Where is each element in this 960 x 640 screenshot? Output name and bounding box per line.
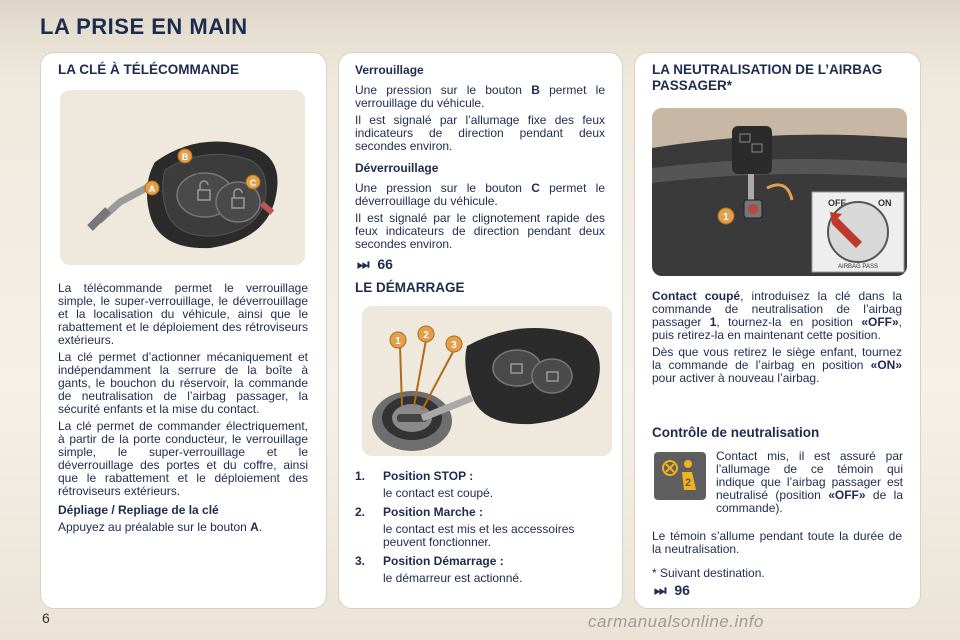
- ignition-label-2: 2: [423, 330, 429, 341]
- list-item: 1. Position STOP : le contact est coupé.: [355, 469, 494, 500]
- remote-key-paragraph: La clé permet de commander électriquement, à partir de la porte conducteur, le verrouillage simple, le super-verrouillage et le déverrouillage des portes et du coffre, ainsi que le rabattement et le déploiement des rétroviseurs extérieurs.: [58, 419, 308, 498]
- switch-off-label: OFF: [828, 198, 846, 208]
- list-item: 2. Position Marche : le contact est mis et les accessoires peuvent fonctionner.: [355, 505, 575, 549]
- unlock-heading: Déverrouillage: [355, 161, 439, 175]
- fold-heading: Dépliage / Repliage de la clé: [58, 503, 219, 517]
- lock-section: [355, 64, 605, 255]
- watermark: carmanualsonline.info: [588, 612, 764, 631]
- lock-heading: Verrouillage: [355, 63, 424, 77]
- remote-key-paragraph: La télécommande permet le verrouillage simple, le super-verrouillage, le déverrouillage et la localisation du véhicule, ainsi que le rabattement et le déploiement des rétroviseurs extérieurs.: [58, 281, 308, 347]
- control-text: Contact mis, il est assuré par l’allumage de ce témoin qui indique que l’airbag passager est neutralisé (position «OFF» de la commande).: [716, 449, 904, 515]
- airbag-marker-1: 1: [723, 212, 729, 223]
- remote-key-text: [58, 282, 308, 538]
- page-reference-66[interactable]: ⏭ 66: [357, 256, 393, 272]
- airbag-pass-label: AIRBAG PASS: [838, 264, 878, 270]
- svg-text:2: 2: [684, 477, 692, 489]
- fast-forward-icon: ⏭: [654, 582, 667, 598]
- page-reference-96[interactable]: ⏭ 96: [654, 582, 690, 598]
- page-number: 6: [42, 610, 50, 626]
- lock-paragraph: Il est signalé par l’allumage fixe des feux indicateurs de direction pendant deux secondes environ.: [355, 113, 605, 153]
- ignition-drawing: [362, 306, 612, 456]
- ignition-label-3: 3: [451, 340, 457, 351]
- ignition-label-1: 1: [395, 336, 401, 347]
- airbag-switch-illustration: [652, 108, 907, 276]
- remote-key-heading: LA CLÉ À TÉLÉCOMMANDE: [58, 62, 239, 77]
- airbag-paragraph: Contact coupé, introduisez la clé dans la commande de neutralisation de l’airbag passager 1, tournez-la en position «OFF», puis retirez-la en maintenant cette position.: [652, 289, 903, 342]
- ignition-positions-list: [355, 470, 615, 591]
- ignition-illustration: [362, 306, 612, 456]
- page-title: LA PRISE EN MAIN: [40, 14, 248, 39]
- unlock-paragraph: Il est signalé par le clignotement rapide des feux indicateurs de direction pendant deux secondes environ.: [355, 211, 605, 251]
- remote-key-illustration: [60, 90, 305, 265]
- key-label-a: A: [148, 184, 156, 194]
- key-label-c: C: [249, 178, 257, 188]
- fast-forward-icon: ⏭: [357, 256, 370, 272]
- airbag-switch-drawing: [652, 108, 907, 276]
- key-label-b: B: [181, 152, 189, 162]
- airbag-heading: LA NEUTRALISATION DE L’AIRBAG PASSAGER*: [652, 62, 883, 93]
- remote-key-drawing: [60, 90, 305, 265]
- starting-heading: LE DÉMARRAGE: [355, 280, 465, 295]
- footnote: * Suivant destination.: [652, 566, 765, 580]
- switch-on-label: ON: [878, 198, 892, 208]
- control-text-2: Le témoin s’allume pendant toute la durée de la neutralisation.: [652, 529, 902, 556]
- airbag-text: [652, 290, 902, 389]
- list-item: 3. Position Démarrage : le démarreur est actionné.: [355, 554, 523, 585]
- fold-text: Appuyez au préalable sur le bouton A.: [58, 520, 263, 534]
- airbag-paragraph: Dès que vous retirez le siège enfant, tournez la commande de l’airbag en position «ON» pour activer à nouveau l’airbag.: [652, 345, 902, 385]
- lock-paragraph: Une pression sur le bouton B permet le verrouillage du véhicule.: [355, 83, 605, 110]
- airbag-warning-lamp-icon: [654, 452, 706, 500]
- control-heading: Contrôle de neutralisation: [652, 425, 820, 440]
- unlock-paragraph: Une pression sur le bouton C permet le déverrouillage du véhicule.: [355, 181, 605, 208]
- remote-key-paragraph: La clé permet d’actionner mécaniquement et indépendamment la serrure de la boîte à gants, le bouchon du réservoir, la commande de neutralisation de l’airbag passager, la sécurité enfants et la mise du contact.: [58, 350, 308, 416]
